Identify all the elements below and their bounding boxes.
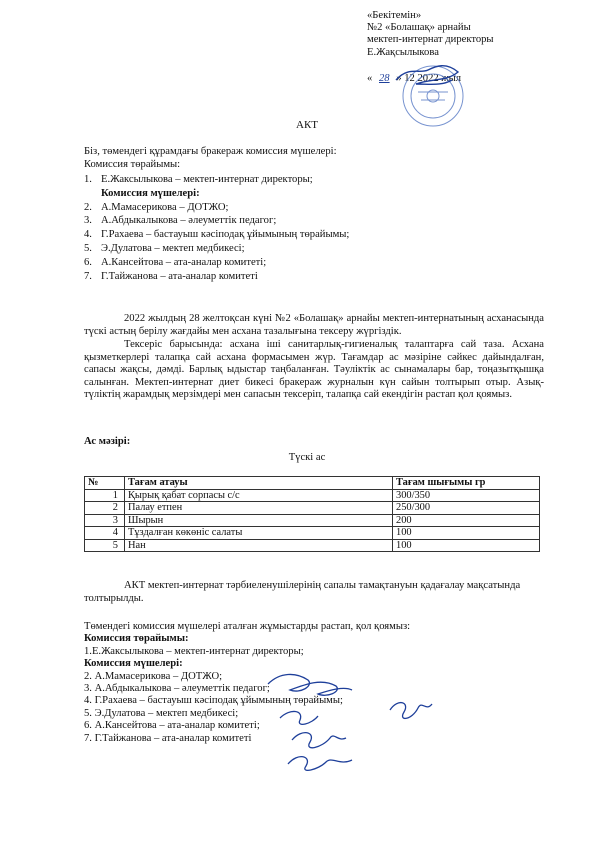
member-item: 3. А.Абдыкалыкова – әлеуметтік педагог; (84, 215, 277, 227)
signature-dulatova-icon (280, 711, 318, 724)
signature-member: 5. Э.Дулатова – мектеп медбикесі; (84, 707, 239, 719)
signature-kanseitova-icon (292, 733, 346, 748)
members-heading: Комиссия мүшелері: (101, 187, 200, 199)
intro-line-1: Біз, төмендегі құрамдағы бракераж комиссия мүшелері: (84, 146, 337, 157)
signature-member: 7. Г.Тайжанова – ата-аналар комитеті (84, 732, 252, 744)
signature-chair-heading: Комиссия төрайымы: (84, 633, 189, 645)
signature-member: 3. А.Абдыкалыкова – әлеуметтік педагог; (84, 683, 270, 695)
document-title: АКТ (296, 119, 318, 131)
lunch-heading: Түскі ас (288, 452, 326, 463)
signature-member: 4. Г.Рахаева – бастауыш кәсіподақ ұйымының төрайымы; (84, 695, 343, 707)
signature-mamaserikova-icon (268, 674, 352, 695)
paragraph-purpose: АКТ мектеп-интернат тәрбиеленушілерінің сапалы тамақтануын қадағалау мақсатында толтырылды. (84, 580, 521, 604)
paragraph-inspection-results: Тексеріс барысында: асхана іші санитарлық-гигиеналық талаптарға сай таза. Асхана қызметкерлері талапқа сай асхана формасымен жүр. Тағамдар ас мәзіріне сәйкес дайындалған, сапасы жақсы, дәмді. Барлық ыдыстар таңбаланған. Тәуліктік ас сынамалары бар, тоңазытқышқа салынған. Мектеп-интернат диет бикесі бракераж журналын күн сайын толтырып отыр. Азық-түліктің жарамдық мерзімдері мен сапасын тексеріп, талапқа сай екендігін растап қол қоямыз. (84, 339, 544, 401)
member-item: 7. Г.Тайжанова – ата-аналар комитеті (84, 270, 258, 282)
member-item: 2. А.Мамасерикова – ДОТЖО; (84, 201, 229, 213)
commission-chair: 1. Е.Жаксылыкова – мектеп-интернат директоры; (84, 174, 313, 185)
signature-chair: 1.Е.Жаксылыкова – мектеп-интернат директоры; (84, 645, 304, 657)
approval-line-1: «Бекітемін» (367, 10, 422, 21)
approval-line-4: Е.Жақсылыкова (367, 46, 439, 58)
approval-line-3: мектеп-интернат директоры (367, 34, 494, 46)
table-row: 4 Тұздалған көкөніс салаты 100 (85, 527, 540, 540)
menu-heading: Ас мәзірі: (84, 436, 131, 447)
table-row: 5 Нан 100 (85, 539, 540, 552)
intro-line-2: Комиссия төрайымы: (84, 158, 181, 170)
signature-members-heading: Комиссия мүшелері: (84, 658, 183, 670)
member-item: 4. Г.Рахаева – бастауыш кәсіподақ ұйымының төрайымы; (84, 229, 350, 241)
signature-taizhanova-icon (288, 757, 352, 771)
signature-rahaeva-icon (390, 703, 432, 719)
paragraph-inspection-date: 2022 жылдың 28 желтоқсан күні №2 «Болашақ» арнайы мектеп-интернатының асханасында түскі астың берілу жағдайы мен асхана тазалығына тексеру жүргіздік. (84, 313, 544, 337)
table-row: 1 Қырық қабат сорпасы с/с 300/350 (85, 489, 540, 502)
table-row: 2 Палау етпен 250/300 (85, 502, 540, 515)
approval-line-2: №2 «Болашақ» арнайы (367, 22, 471, 34)
signature-member: 6. А.Кансейтова – ата-аналар комитеті; (84, 720, 260, 732)
col-yield: Тағам шығымы гр (393, 477, 540, 490)
approval-date: « 28 » 12 2022 жыл (367, 72, 462, 84)
table-row: 3 Шырын 200 (85, 514, 540, 527)
signature-member: 2. А.Мамасерикова – ДОТЖО; (84, 670, 223, 682)
member-item: 6. А.Кансейтова – ата-аналар комитеті; (84, 256, 267, 268)
member-item: 5. Э.Дулатова – мектеп медбикесі; (84, 242, 245, 254)
col-number: № (85, 477, 125, 490)
signature-intro: Төмендегі комиссия мүшелері аталған жұмыстарды растап, қол қоямыз: (84, 621, 411, 632)
col-dish-name: Тағам атауы (125, 477, 393, 490)
